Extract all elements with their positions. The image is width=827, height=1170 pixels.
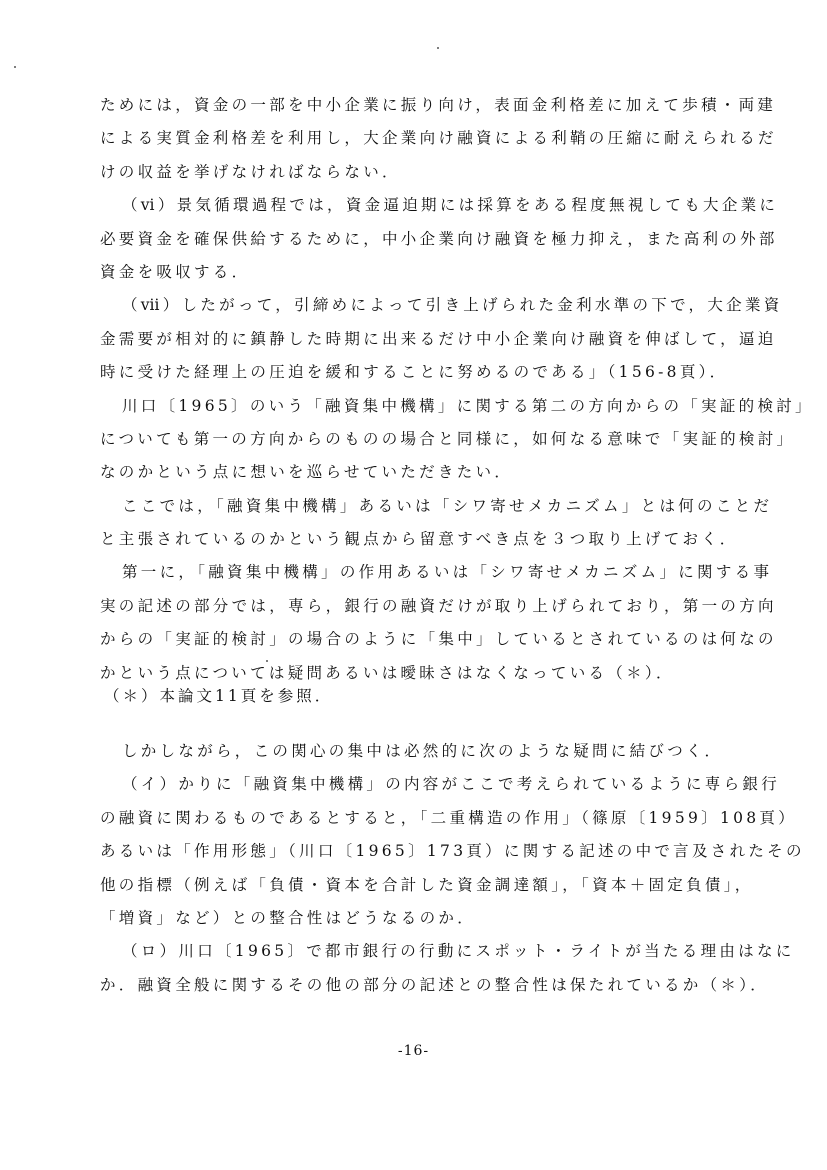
paragraph-line: しかしながら，この関心の集中は必然的に次のような疑問に結びつく． xyxy=(122,742,724,760)
main-text-upper xyxy=(100,89,814,690)
paragraph-line: 資金を吸収する． xyxy=(100,262,251,281)
paragraph-line: （ロ）川口〔1965〕で都市銀行の行動にスポット・ライトが当たる理由はなに xyxy=(122,942,795,961)
paragraph-line: あるいは「作用形態」（川口〔1965〕173頁）に関する記述の中で言及されたその xyxy=(100,842,805,861)
paragraph-line: 実の記述の部分では，専ら，銀行の融資だけが取り上げられており，第一の方向 xyxy=(100,596,777,615)
paragraph-line: ためには，資金の一部を中小企業に振り向け，表面金利格差に加えて歩積・両建 xyxy=(100,96,777,114)
paragraph-line: けの収益を挙げなければならない． xyxy=(100,162,401,181)
paragraph-line: による実質金利格差を利用し，大企業向け融資による利鞘の圧縮に耐えられるだ xyxy=(100,129,777,148)
paragraph-line: 時に受けた経理上の圧迫を緩和することに努めるのである」（156-8頁）． xyxy=(100,363,729,382)
paragraph-line: ここでは，「融資集中機構」あるいは「シワ寄せメカニズム」とは何のことだ xyxy=(122,496,773,515)
paragraph-line: からの「実証的検討」の場合のように「集中」しているとされているのは何なの xyxy=(100,630,777,649)
paragraph-line: （ⅵ）景気循環過程では，資金逼迫期には採算をある程度無視しても大企業に xyxy=(122,196,779,215)
paragraph-line: 必要資金を確保供給するために，中小企業向け融資を極力抑え，また高利の外部 xyxy=(100,229,778,248)
paragraph-line: （ⅶ）したがって，引締めによって引き上げられた金利水準の下で，大企業資 xyxy=(122,296,783,315)
paragraph-line: かという点については疑問あるいは曖昧さはなくなっている（＊）． xyxy=(100,663,675,682)
paragraph-line: か．融資全般に関するその他の部分の記述との整合性は保たれているか（＊）． xyxy=(100,975,770,994)
footnote: （＊）本論文11頁を参照． xyxy=(104,687,334,705)
paragraph-line: 第一に，「融資集中機構」の作用あるいは「シワ寄せメカニズム」に関する事 xyxy=(122,563,773,582)
paragraph-line: の融資に関わるものであるとすると，「二重構造の作用」（篠原〔1959〕108頁） xyxy=(100,808,798,827)
page-number: -16- xyxy=(397,1043,430,1059)
paragraph-line: なのかという点に想いを巡らせていただきたい． xyxy=(100,463,514,482)
paragraph-line: と主張されているのかという観点から留意すべき点を３つ取り上げておく． xyxy=(100,530,739,549)
paragraph-line: （イ）かりに「融資集中機構」の内容がここで考えられているように専ら銀行 xyxy=(122,775,781,794)
paragraph-line: 金需要が相対的に鎮静した時期に出来るだけ中小企業向け融資を伸ばして，逼迫 xyxy=(100,329,777,348)
main-text-lower xyxy=(100,735,805,1002)
scan-speck xyxy=(14,66,16,68)
paragraph-line: 「増資」など）との整合性はどうなるのか． xyxy=(100,908,477,927)
paragraph-line: についても第一の方向からのものの場合と同様に，如何なる意味で「実証的検討」 xyxy=(100,429,796,448)
paragraph-line: 他の指標（例えば「負債・資本を合計した資金調達額」，「資本＋固定負債」， xyxy=(100,875,754,894)
paragraph-line: 川口〔1965〕のいう「融資集中機構」に関する第二の方向からの「実証的検討」 xyxy=(122,396,814,415)
scan-speck xyxy=(437,47,439,49)
